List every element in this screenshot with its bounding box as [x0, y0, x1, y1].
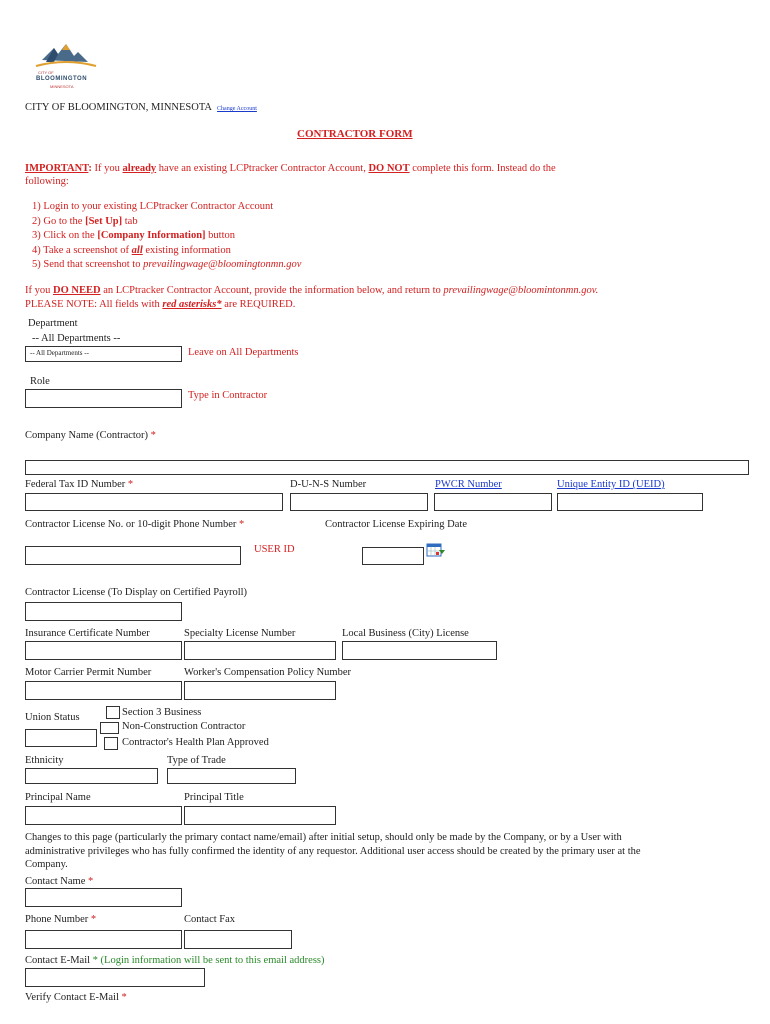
ethnicity-input[interactable] — [25, 768, 158, 784]
verify-email-required-asterisk: * — [121, 992, 127, 1003]
important-text-2: have an existing LCPtracker Contractor Account, — [156, 163, 369, 174]
logo-mark-icon — [32, 40, 100, 74]
important-text-1: If you — [91, 163, 123, 174]
need-text-4: are REQUIRED. — [221, 299, 296, 310]
important-text-4: following: — [25, 176, 69, 187]
trade-input[interactable] — [167, 768, 296, 784]
city-logo — [32, 40, 100, 92]
ueid-input[interactable] — [557, 493, 703, 511]
changes-notice-line-1: Changes to this page (particularly the primary contact name/email) after initial setup, should only be made by the Company, or by a User with — [25, 832, 622, 843]
company-name-label — [25, 430, 156, 441]
step-2-a: 2) Go to the — [32, 215, 86, 227]
important-do-not: DO NOT — [368, 163, 410, 174]
fein-required-asterisk: * — [127, 479, 134, 490]
principal-name-input[interactable] — [25, 806, 182, 825]
step-3 — [32, 229, 301, 244]
insurance-input[interactable] — [25, 641, 182, 660]
verify-email-label-text: Verify Contact E-Mail — [25, 992, 122, 1003]
section3-checkbox[interactable] — [106, 706, 120, 719]
duns-input[interactable] — [290, 493, 428, 511]
workers-comp-input[interactable] — [184, 681, 336, 700]
department-option: -- All Departments -- — [30, 349, 89, 357]
union-status-label: Union Status — [25, 712, 80, 723]
verify-email-label — [25, 992, 127, 1003]
user-id-hint: USER ID — [254, 544, 295, 555]
contact-email-note: * (Login information will be sent to this email address) — [92, 955, 325, 966]
important-text-3: complete this form. Instead do the — [409, 163, 556, 174]
pwcr-input[interactable] — [434, 493, 552, 511]
phone-required-asterisk: * — [90, 914, 97, 925]
step-2-c: tab — [122, 215, 138, 227]
license-phone-label-text: Contractor License No. or 10-digit Phone Number — [25, 519, 240, 530]
city-title — [25, 102, 257, 113]
step-3-b: [Company Information] — [97, 230, 206, 241]
contact-email-input[interactable] — [25, 968, 205, 987]
department-hint: Leave on All Departments — [188, 347, 299, 358]
local-business-label: Local Business (City) License — [342, 628, 469, 639]
need-text-2: an LCPtracker Contractor Account, provide the information below, and return to — [100, 285, 444, 296]
important-label: IMPORTANT — [25, 163, 89, 174]
change-account-link[interactable]: Change Account — [217, 106, 257, 112]
license-expiring-label: Contractor License Expiring Date — [325, 519, 467, 530]
need-email: prevailingwage@bloomintonmn.gov. — [443, 285, 599, 296]
important-already: already — [122, 163, 157, 174]
logo-text-name: BLOOMINGTON — [36, 76, 88, 82]
contact-email-label-text: Contact E-Mail — [25, 955, 93, 966]
health-plan-label: Contractor's Health Plan Approved — [122, 737, 269, 748]
duns-label: D-U-N-S Number — [290, 479, 367, 490]
step-5-b: prevailingwage@bloomingtonmn.gov — [143, 259, 302, 270]
union-status-input[interactable] — [25, 729, 97, 747]
trade-label: Type of Trade — [167, 755, 226, 766]
ueid-link[interactable]: Unique Entity ID (UEID) — [557, 479, 665, 490]
contact-name-input[interactable] — [25, 888, 182, 907]
step-5-a: 5) Send that screenshot to — [32, 259, 144, 270]
steps-list — [32, 200, 301, 273]
need-text-3: PLEASE NOTE: All fields with — [25, 299, 163, 310]
need-do-need: DO NEED — [53, 285, 101, 296]
principal-name-label: Principal Name — [25, 792, 91, 803]
calendar-icon[interactable] — [426, 542, 446, 558]
step-5 — [32, 258, 301, 273]
step-4-a: 4) Take a screenshot of — [32, 244, 132, 256]
workers-comp-label: Worker's Compensation Policy Number — [184, 667, 351, 678]
role-input[interactable] — [25, 389, 182, 408]
logo-text-city: CITY OF — [38, 70, 54, 75]
phone-number-label-text: Phone Number — [25, 914, 91, 925]
changes-notice-line-3: Company. — [25, 859, 68, 870]
principal-title-label: Principal Title — [184, 792, 244, 803]
license-phone-required-asterisk: * — [239, 519, 245, 530]
insurance-label: Insurance Certificate Number — [25, 628, 150, 639]
step-3-a: 3) Click on the — [32, 230, 98, 241]
step-4-c: existing information — [142, 244, 231, 256]
role-label: Role — [30, 376, 50, 387]
need-red-asterisks: red asterisks* — [162, 299, 222, 310]
license-phone-input[interactable] — [25, 546, 241, 565]
contact-name-label — [25, 876, 93, 887]
specialty-input[interactable] — [184, 641, 336, 660]
phone-number-label — [25, 914, 96, 925]
role-hint: Type in Contractor — [188, 390, 268, 401]
contact-name-required-asterisk: * — [87, 876, 94, 887]
changes-notice-line-2: administrative privileges who has fully confirmed the identity of any requestor. Additional user access should be created by the primary user at the — [25, 845, 641, 857]
contact-email-label — [25, 955, 325, 966]
need-notice — [25, 284, 598, 312]
department-selected-value: -- All Departments -- — [32, 333, 121, 344]
fein-label-text: Federal Tax ID Number — [25, 479, 128, 490]
license-display-label: Contractor License (To Display on Certified Payroll) — [25, 587, 248, 598]
specialty-label: Specialty License Number — [184, 628, 296, 639]
form-title: CONTRACTOR FORM — [297, 128, 413, 140]
pwcr-link[interactable]: PWCR Number — [435, 479, 502, 490]
important-notice — [25, 162, 556, 188]
changes-notice — [25, 831, 641, 872]
city-title-text: CITY OF BLOOMINGTON, MINNESOTA — [25, 102, 212, 113]
license-phone-label — [25, 519, 244, 530]
fein-input[interactable] — [25, 493, 283, 511]
contact-name-label-text: Contact Name — [25, 876, 88, 887]
motor-carrier-input[interactable] — [25, 681, 182, 700]
logo-text-state: MINNESOTA — [50, 84, 74, 89]
step-3-c: button — [205, 230, 236, 241]
need-text-1: If you — [25, 285, 53, 296]
step-2 — [32, 215, 301, 230]
principal-title-input[interactable] — [184, 806, 336, 825]
nonconstruction-checkbox[interactable] — [100, 722, 119, 734]
license-display-input[interactable] — [25, 602, 182, 621]
step-2-b: [Set Up] — [85, 215, 123, 227]
company-name-input[interactable] — [25, 460, 749, 475]
nonconstruction-label: Non-Construction Contractor — [122, 721, 246, 732]
department-select[interactable] — [25, 346, 182, 362]
department-label: Department — [28, 318, 78, 329]
important-colon: : — [88, 163, 92, 174]
section3-label: Section 3 Business — [122, 707, 202, 718]
local-business-input[interactable] — [342, 641, 497, 660]
phone-number-input[interactable] — [25, 930, 182, 949]
motor-carrier-label: Motor Carrier Permit Number — [25, 667, 152, 678]
contact-fax-input[interactable] — [184, 930, 292, 949]
health-plan-checkbox[interactable] — [104, 737, 118, 750]
contact-fax-label: Contact Fax — [184, 914, 236, 925]
fein-label — [25, 479, 133, 490]
step-4-b: all — [131, 244, 143, 256]
license-expiring-date-input[interactable] — [362, 547, 424, 565]
ethnicity-label: Ethnicity — [25, 755, 64, 766]
step-1: 1) Login to your existing LCPtracker Contractor Account — [32, 201, 274, 212]
company-required-asterisk: * — [150, 430, 156, 441]
company-name-label-text: Company Name (Contractor) — [25, 430, 151, 441]
step-4 — [32, 244, 301, 259]
